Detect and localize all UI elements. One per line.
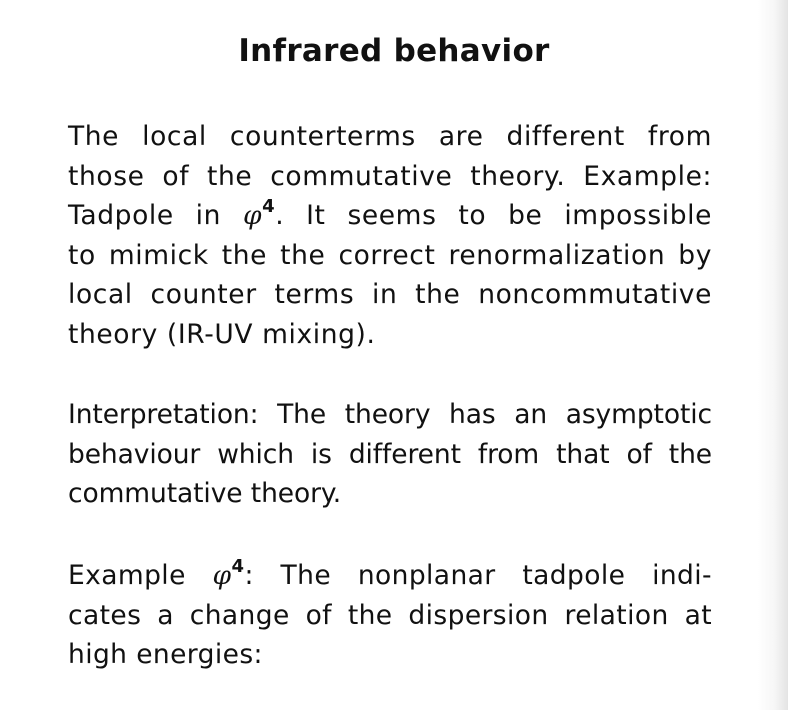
text-line: behaviour which is different from that of the bbox=[68, 438, 712, 470]
paragraph-example bbox=[68, 556, 712, 675]
text-line: Interpretation: The theory has an asymptotic bbox=[68, 399, 712, 430]
text-line: those of the commutative theory. Example: bbox=[68, 160, 712, 192]
text-fragment: Example bbox=[68, 560, 213, 591]
text-line-with-math bbox=[68, 196, 712, 236]
text-line: cates a change of the dispersion relation at bbox=[68, 599, 712, 631]
slide-title: Infrared behavior bbox=[238, 33, 550, 69]
text-line: theory (IR-UV mixing). bbox=[68, 318, 376, 350]
text-line: to mimick the the correct renormalization by bbox=[68, 239, 712, 271]
page-edge-shadow bbox=[758, 0, 788, 710]
text-line: commutative theory. bbox=[68, 478, 342, 509]
text-line: high energies: bbox=[68, 639, 263, 670]
paragraph-counterterms bbox=[68, 117, 712, 354]
math-exponent: 4 bbox=[262, 196, 276, 218]
math-phi-symbol: φ bbox=[242, 200, 263, 231]
text-line-with-math bbox=[68, 556, 712, 596]
math-phi-symbol: φ bbox=[212, 560, 232, 591]
text-fragment: . It seems to be impossible bbox=[275, 200, 713, 231]
text-fragment: : The nonplanar tadpole indi- bbox=[244, 560, 712, 591]
text-line: The local counterterms are different from bbox=[68, 121, 712, 152]
paragraph-interpretation bbox=[68, 395, 712, 514]
text-fragment: Tadpole in bbox=[68, 200, 243, 231]
math-exponent: 4 bbox=[231, 556, 245, 578]
text-line: local counter terms in the noncommutative bbox=[68, 279, 712, 310]
